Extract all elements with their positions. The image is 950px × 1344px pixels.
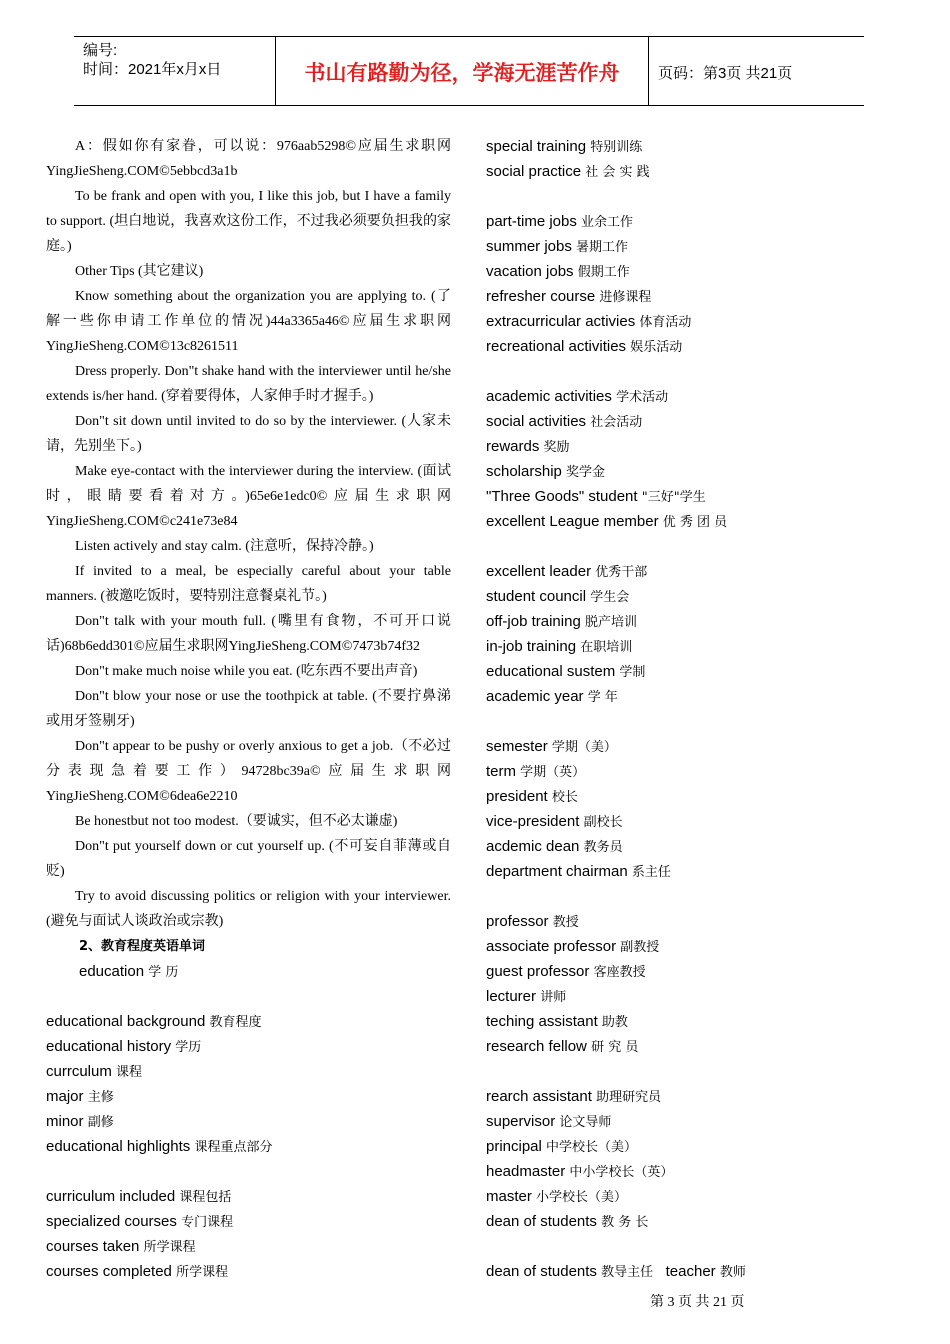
vocab-english: educational sustem (486, 663, 616, 680)
vocab-english: educational background (46, 1013, 206, 1030)
vocab-entry (486, 284, 906, 309)
vocab-english: supervisor (486, 1113, 556, 1130)
vocab-entry (486, 1109, 906, 1134)
vocab-entry (486, 159, 906, 184)
vocab-chinese: 课程重点部分 (194, 1140, 273, 1155)
blank-line (486, 359, 906, 384)
vocab-english: recreational activities (486, 338, 627, 355)
paragraph: Don"t blow your nose or use the toothpick at table. (不要拧鼻涕或用牙签剔牙) (46, 689, 451, 729)
vocab-chinese: 教育程度 (209, 1015, 262, 1030)
vocab-entry (486, 1034, 906, 1059)
vocab-chinese: 课程包括 (179, 1190, 232, 1205)
vocab-entry (486, 809, 906, 834)
page-header (74, 36, 864, 106)
vocab-chinese: 学制 (619, 665, 646, 680)
vocab-chinese: 教授 (552, 915, 579, 930)
vocab-entry (486, 384, 906, 409)
vocab-english: principal (486, 1138, 542, 1155)
vocab-chinese: 暑期工作 (576, 240, 629, 255)
paragraph: If invited to a meal, be especially careful about your table manners. (被邀吃饭时，要特别注意餐桌礼节。) (46, 564, 451, 604)
vocab-chinese: 优秀干部 (595, 565, 648, 580)
vocab-english: professor (486, 913, 549, 930)
vocab-english: curriculum included (46, 1188, 176, 1205)
vocab-chinese: 特别训练 (590, 140, 643, 155)
vocab-entry (486, 659, 906, 684)
right-column (486, 134, 906, 1284)
vocab-english: vice-president (486, 813, 580, 830)
vocab-chinese: 学生会 (590, 590, 630, 605)
vocab-english: academic year (486, 688, 584, 705)
vocab-entry (486, 459, 906, 484)
paragraph: Be honestbut not too modest.（要诚实，但不必太谦虚) (75, 814, 398, 829)
blank-line (486, 184, 906, 209)
vocab-english: social activities (486, 413, 587, 430)
vocab-english: courses completed (46, 1263, 172, 1280)
blank-line (486, 1234, 906, 1259)
vocab-english: president (486, 788, 548, 805)
vocab-english: summer jobs (486, 238, 572, 255)
vocab-english: semester (486, 738, 548, 755)
vocab-chinese: 系主任 (631, 865, 671, 880)
vocab-english: lecturer (486, 988, 537, 1005)
left-column (46, 134, 451, 1284)
vocab-english: excellent League member (486, 513, 659, 530)
vocab-chinese: 讲师 (540, 990, 567, 1005)
paragraph: Try to avoid discussing politics or religion with your interviewer. (避免与面试人谈政治或宗教) (46, 889, 451, 929)
vocab-entry (486, 984, 906, 1009)
vocab-english: "Three Goods" student (486, 488, 638, 505)
vocab-chinese: 娱乐活动 (630, 340, 683, 355)
vocab-entry (486, 334, 906, 359)
vocab-entry (46, 1259, 451, 1284)
vocab-chinese: 脱产培训 (584, 615, 637, 630)
vocab-entry (486, 409, 906, 434)
header-motto-cell (276, 37, 649, 105)
vocab-chinese: 课程 (116, 1065, 143, 1080)
vocab-english: special training (486, 138, 587, 155)
vocab-entry (486, 434, 906, 459)
vocab-chinese: 社会活动 (590, 415, 643, 430)
vocab-english: master (486, 1188, 532, 1205)
vocab-chinese: 副教授 (620, 940, 660, 955)
vocab-english: term (486, 763, 516, 780)
vocab-english: acdemic dean (486, 838, 580, 855)
vocab-chinese: 学期（英） (520, 765, 586, 780)
vocab-chinese: 教 务 长 (601, 1215, 649, 1230)
vocab-entry (486, 1184, 906, 1209)
vocab-chinese: 优 秀 团 员 (662, 515, 728, 530)
vocab-english: associate professor (486, 938, 617, 955)
vocab-chinese: 奖励 (543, 440, 570, 455)
vocab-english: vacation jobs (486, 263, 574, 280)
paragraph: Don"t sit down until invited to do so by the interviewer. (人家未请，先别坐下。) (46, 414, 451, 454)
vocab-english: off-job training (486, 613, 581, 630)
vocab-entry (486, 259, 906, 284)
vocab-chinese: 学期（美） (551, 740, 617, 755)
vocab-english: specialized courses (46, 1213, 177, 1230)
paragraph: Don"t put yourself down or cut yourself up. (不可妄自菲薄或自贬) (46, 839, 451, 879)
blank-line (486, 884, 906, 909)
paragraph: A：假如你有家眷，可以说：976aab5298©应届生求职网YingJieSheng.COM©5ebbcd3a1b (46, 139, 451, 179)
vocab-chinese: 体育活动 (639, 315, 692, 330)
vocab-entry (486, 634, 906, 659)
vocab-chinese: 学 年 (587, 690, 618, 705)
vocab-english: part-time jobs (486, 213, 577, 230)
vocab-entry (486, 909, 906, 934)
header-meta-cell (74, 37, 276, 105)
vocab-entry (486, 959, 906, 984)
vocab-english: guest professor (486, 963, 590, 980)
vocab-chinese: 所学课程 (143, 1240, 196, 1255)
vocab-chinese: 论文导师 (559, 1115, 612, 1130)
vocab-english: in-job training (486, 638, 577, 655)
vocab-chinese: 所学课程 (176, 1265, 229, 1280)
vocab-english: rewards (486, 438, 540, 455)
vocab-entry (486, 1159, 906, 1184)
page-footer: 第 3 页 共 21 页 (650, 1295, 745, 1310)
vocab-entry (486, 309, 906, 334)
vocab-entry (486, 759, 906, 784)
vocab-english: headmaster (486, 1163, 566, 1180)
document-number-label: 编号: (83, 42, 118, 59)
vocab-chinese: 进修课程 (599, 290, 652, 305)
vocab-entry (486, 859, 906, 884)
vocab-entry (486, 234, 906, 259)
vocab-english: education (79, 963, 145, 980)
vocab-entry (46, 1234, 451, 1259)
vocab-chinese: 中小学校长（英） (569, 1165, 674, 1180)
vocab-english: scholarship (486, 463, 562, 480)
right-vocab-list (486, 134, 906, 1284)
vocab-entry (486, 609, 906, 634)
vocab-chinese: "三好"学生 (641, 490, 706, 505)
vocab-chinese: 小学校长（美） (536, 1190, 628, 1205)
vocab-chinese: 教导主任 (601, 1265, 654, 1280)
vocab-english: extracurricular activies (486, 313, 636, 330)
paragraph: Don"t talk with your mouth full. (嘴里有食物，不可开口说话)68b6edd301©应届生求职网YingJieSheng.COM©7473b74f32 (46, 614, 451, 654)
vocab-entry (486, 684, 906, 709)
vocab-english: student council (486, 588, 587, 605)
vocab-english: research fellow (486, 1038, 587, 1055)
vocab-chinese: 奖学金 (566, 465, 606, 480)
paragraph: To be frank and open with you, I like this job, but I have a family to support. (坦白地说，我喜欢这份工作，不过我必须要负担我的家庭。) (46, 189, 451, 254)
vocab-entry (486, 584, 906, 609)
blank-line (486, 534, 906, 559)
vocab-chinese: 专门课程 (181, 1215, 234, 1230)
blank-line (486, 1059, 906, 1084)
vocab-chinese: 助教 (601, 1015, 628, 1030)
vocab-entry (486, 559, 906, 584)
blank-line (486, 709, 906, 734)
left-vocab-list (46, 959, 451, 1284)
vocab-entry (486, 1259, 906, 1284)
vocab-entry (46, 1109, 451, 1134)
vocab-chinese: 在职培训 (580, 640, 633, 655)
vocab-chinese: 研 究 员 (591, 1040, 639, 1055)
vocab-english: teching assistant (486, 1013, 598, 1030)
vocab-entry (486, 1084, 906, 1109)
vocab-chinese: 社 会 实 践 (585, 165, 650, 180)
vocab-entry (486, 934, 906, 959)
vocab-entry (46, 1209, 451, 1234)
blank-line (46, 984, 451, 1009)
paragraph: Know something about the organization you are applying to. (了解一些你申请工作单位的情况)44a3365a46©应届生求职网YingJieSheng.COM©13c8261511 (46, 289, 451, 354)
paragraph: Listen actively and stay calm. (注意听，保持冷静。) (75, 539, 374, 554)
vocab-entry (46, 1009, 451, 1034)
vocab-chinese: 假期工作 (577, 265, 630, 280)
vocab-entry (486, 784, 906, 809)
vocab-english: academic activities (486, 388, 612, 405)
vocab-chinese: 副校长 (583, 815, 623, 830)
vocab-english: educational history (46, 1038, 172, 1055)
blank-line (46, 1159, 451, 1184)
vocab-entry (486, 1134, 906, 1159)
vocab-entry (46, 1184, 451, 1209)
vocab-entry (486, 1009, 906, 1034)
vocab-chinese: 教师 (719, 1265, 746, 1280)
header-motto: 书山有路勤为径，学海无涯苦作舟 (304, 61, 620, 85)
section-heading: 2、教育程度英语单词 (79, 939, 206, 954)
vocab-entry (46, 1034, 451, 1059)
vocab-chinese: 教务员 (583, 840, 623, 855)
paragraph: Make eye-contact with the interviewer during the interview. (面试时，眼睛要看着对方。)65e6e1edc0©应届生求职网YingJieSheng.COM©c241e73e84 (46, 464, 451, 529)
vocab-english: excellent leader (486, 563, 592, 580)
vocab-english: minor (46, 1113, 84, 1130)
vocab-entry (486, 134, 906, 159)
vocab-english: educational highlights (46, 1138, 191, 1155)
vocab-entry (486, 734, 906, 759)
vocab-chinese: 助理研究员 (596, 1090, 662, 1105)
vocab-english: currculum (46, 1063, 112, 1080)
vocab-chinese: 学术活动 (616, 390, 669, 405)
vocab-entry (46, 1134, 451, 1159)
vocab-english: courses taken (46, 1238, 140, 1255)
vocab-chinese: 校长 (551, 790, 578, 805)
vocab-entry (46, 1084, 451, 1109)
paragraph: Other Tips (其它建议) (75, 264, 204, 279)
interview-tips-text (46, 134, 451, 934)
header-page-cell (649, 37, 864, 105)
vocab-chinese: 学 历 (148, 965, 179, 980)
vocab-chinese: 客座教授 (593, 965, 646, 980)
vocab-english: rearch assistant (486, 1088, 592, 1105)
paragraph: Dress properly. Don"t shake hand with the interviewer until he/she extends is/her hand. (穿着要得体，人家伸手时才握手。) (46, 364, 451, 404)
vocab-entry (486, 509, 906, 534)
vocab-chinese: 副修 (87, 1115, 114, 1130)
header-page-code: 页码：第3页 共21页 (658, 65, 793, 82)
vocab-chinese: 业余工作 (581, 215, 634, 230)
paragraph: Don"t make much noise while you eat. (吃东西不要出声音) (75, 664, 418, 679)
vocab-chinese: 学历 (175, 1040, 202, 1055)
vocab-chinese: 中学校长（美） (546, 1140, 638, 1155)
vocab-entry (486, 209, 906, 234)
vocab-english: teacher (665, 1263, 716, 1280)
vocab-english: major (46, 1088, 84, 1105)
vocab-entry (486, 1209, 906, 1234)
paragraph: Don"t appear to be pushy or overly anxious to get a job.（不必过分表现急着要工作）94728bc39a©应届生求职网YingJieSheng.COM©6dea6e2210 (46, 739, 451, 804)
vocab-chinese: 主修 (87, 1090, 114, 1105)
vocab-english: department chairman (486, 863, 628, 880)
vocab-entry (46, 1059, 451, 1084)
vocab-entry (486, 834, 906, 859)
document-time-label: 时间：2021年x月x日 (83, 61, 222, 78)
vocab-entry (46, 959, 451, 984)
vocab-english: social practice (486, 163, 582, 180)
vocab-english: refresher course (486, 288, 596, 305)
vocab-entry (486, 484, 906, 509)
vocab-english: dean of students (486, 1263, 597, 1280)
vocab-english: dean of students (486, 1213, 597, 1230)
